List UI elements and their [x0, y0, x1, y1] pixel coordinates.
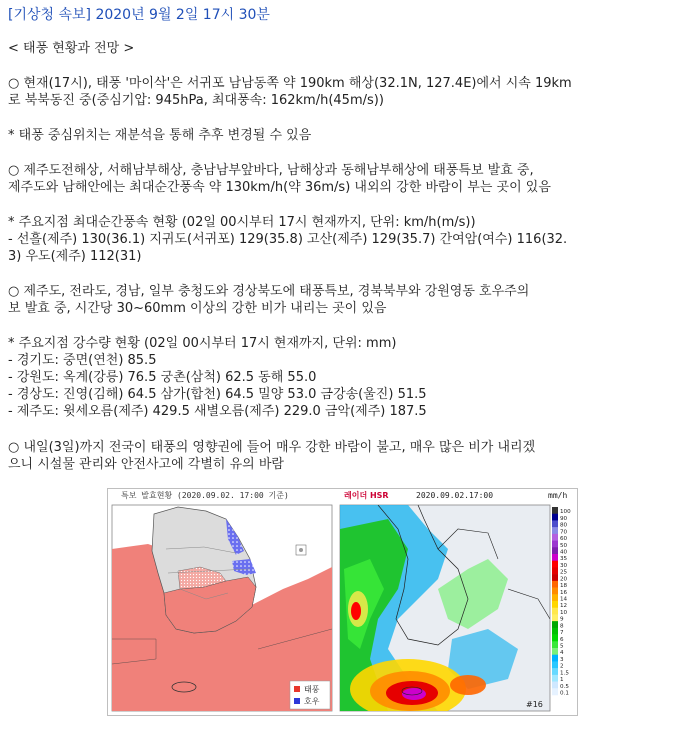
radar-scale-label: 2: [560, 663, 564, 670]
warning-map: [112, 490, 332, 711]
radar-scale-label: 7: [560, 630, 564, 637]
radar-scale-swatch: [552, 527, 558, 534]
radar-scale-swatch: [552, 561, 558, 568]
wind-stats-line-1: - 선흘(제주) 130(36.1) 지귀도(서귀포) 129(35.8) 고산(제주) 129(35.7) 간여암(여수) 116(32.: [8, 232, 568, 247]
radar-scale-swatch: [552, 507, 558, 514]
current-status-line-2: 로 북북동진 중(중심기압: 945hPa, 최대풍속: 162km/h(45m/s)): [8, 93, 384, 108]
section-title: < 태풍 현황과 전망 >: [8, 41, 135, 56]
radar-scale-label: 35: [560, 556, 568, 563]
radar-scale-swatch: [552, 547, 558, 554]
radar-datetime: 2020.09.02.17:00: [416, 491, 494, 500]
radar-scale-label: 9: [560, 616, 564, 623]
legend-swatch-typhoon: [294, 686, 300, 692]
radar-scale-swatch: [552, 621, 558, 628]
radar-scale-swatch: [552, 614, 558, 621]
radar-scale-label: 10: [560, 609, 568, 616]
wind-warning-line-2: 제주도와 남해안에는 최대순간풍속 약 130km/h(약 36m/s) 내외의 강한 바람이 부는 곳이 있음: [8, 180, 551, 195]
radar-scale-label: 90: [560, 515, 568, 522]
radar-scale-swatch: [552, 688, 558, 695]
radar-scale-swatch: [552, 648, 558, 655]
radar-scale-swatch: [552, 682, 558, 689]
radar-scale-swatch: [552, 520, 558, 527]
radar-scale-label: 3: [560, 656, 564, 663]
radar-scale-label: 6: [560, 636, 564, 643]
radar-scale-swatch: [552, 635, 558, 642]
radar-map: [340, 490, 571, 715]
radar-frame-number: #16: [526, 700, 543, 709]
legend-label-typhoon: 태풍: [304, 685, 320, 694]
radar-scale-swatch: [552, 581, 558, 588]
bulletin-header: [기상청 속보] 2020년 9월 2일 17시 30분: [8, 7, 270, 23]
radar-scale-swatch: [552, 594, 558, 601]
radar-scale-label: 18: [560, 583, 568, 590]
warning-map-title: 특보 발효현황 (2020.09.02. 17:00 기준): [121, 491, 289, 500]
radar-scale-label: 1.5: [560, 670, 569, 677]
radar-scale-label: 100: [560, 509, 571, 516]
radar-color-scale: [552, 507, 571, 697]
radar-scale-swatch: [552, 641, 558, 648]
radar-scale-swatch: [552, 675, 558, 682]
current-status-line-1: ○ 현재(17시), 태풍 '마이삭'은 서귀포 남남동쪽 약 190km 해상(32.1N, 127.4E)에서 시속 19km: [8, 76, 572, 91]
radar-scale-swatch: [552, 534, 558, 541]
radar-scale-label: 8: [560, 623, 564, 630]
radar-scale-swatch: [552, 655, 558, 662]
position-note: * 태풍 중심위치는 재분석을 통해 추후 변경될 수 있음: [8, 128, 312, 143]
radar-scale-label: 25: [560, 569, 568, 576]
radar-scale-swatch: [552, 541, 558, 548]
weather-maps-figure: [107, 488, 578, 716]
rain-stats-title: * 주요지점 강수량 현황 (02일 00시부터 17시 현재까지, 단위: mm): [8, 336, 397, 351]
outlook-line-1: ○ 내일(3일)까지 전국이 태풍의 영향권에 들어 매우 강한 바람이 불고, 매우 많은 비가 내리겠: [8, 440, 536, 455]
radar-scale-label: 0.5: [560, 683, 569, 690]
radar-scale-label: 20: [560, 576, 568, 583]
radar-scale-label: 0.1: [560, 690, 569, 697]
radar-scale-swatch: [552, 574, 558, 581]
wind-stats-line-2: 3) 우도(제주) 112(31): [8, 249, 142, 264]
rain-warning-line-1: ○ 제주도, 전라도, 경남, 일부 충청도와 경상북도에 태풍특보, 경북북부와 강원영동 호우주의: [8, 284, 530, 299]
radar-scale-label: 50: [560, 542, 568, 549]
radar-scale-swatch: [552, 514, 558, 521]
radar-scale-label: 12: [560, 603, 568, 610]
radar-scale-swatch: [552, 668, 558, 675]
legend-swatch-heavy-rain: [294, 698, 300, 704]
radar-scale-label: 1: [560, 677, 564, 684]
outlook-line-2: 으니 시설물 관리와 안전사고에 각별히 유의 바람: [8, 457, 284, 472]
radar-label: 레이더 HSR: [344, 491, 389, 500]
radar-scale-swatch: [552, 567, 558, 574]
radar-unit: mm/h: [548, 491, 568, 500]
rain-warning-line-2: 보 발효 중, 시간당 30~60mm 이상의 강한 비가 내리는 곳이 있음: [8, 301, 387, 316]
radar-scale-label: 30: [560, 562, 568, 569]
radar-scale-swatch: [552, 554, 558, 561]
rain-stats-line-3: - 경상도: 진영(김해) 64.5 삼가(합천) 64.5 밀양 53.0 금강송(울진) 51.5: [8, 387, 427, 402]
radar-scale-swatch: [552, 601, 558, 608]
legend-label-heavy-rain: 호우: [304, 697, 320, 706]
radar-scale-swatch: [552, 608, 558, 615]
radar-scale-label: 16: [560, 589, 568, 596]
radar-scale-label: 80: [560, 522, 568, 529]
radar-scale-label: 5: [560, 643, 564, 650]
radar-scale-label: 4: [560, 650, 564, 657]
radar-scale-label: 70: [560, 529, 568, 536]
rain-stats-line-2: - 강원도: 옥계(강릉) 76.5 궁촌(삼척) 62.5 동해 55.0: [8, 370, 317, 385]
jeju-island: [172, 682, 196, 692]
radar-scale-label: 60: [560, 536, 568, 543]
rain-stats-line-4: - 제주도: 윗세오름(제주) 429.5 새별오름(제주) 229.0 금악(제주) 187.5: [8, 404, 427, 419]
radar-scale-swatch: [552, 661, 558, 668]
radar-scale-label: 14: [560, 596, 568, 603]
wind-stats-title: * 주요지점 최대순간풍속 현황 (02일 00시부터 17시 현재까지, 단위: km/h(m/s)): [8, 215, 476, 230]
wind-warning-line-1: ○ 제주도전해상, 서해남부해상, 충남남부앞바다, 남해상과 동해남부해상에 태풍특보 발효 중,: [8, 163, 534, 178]
rain-stats-line-1: - 경기도: 중면(연천) 85.5: [8, 353, 157, 368]
radar-scale-swatch: [552, 628, 558, 635]
radar-scale-swatch: [552, 588, 558, 595]
radar-scale-label: 40: [560, 549, 568, 556]
